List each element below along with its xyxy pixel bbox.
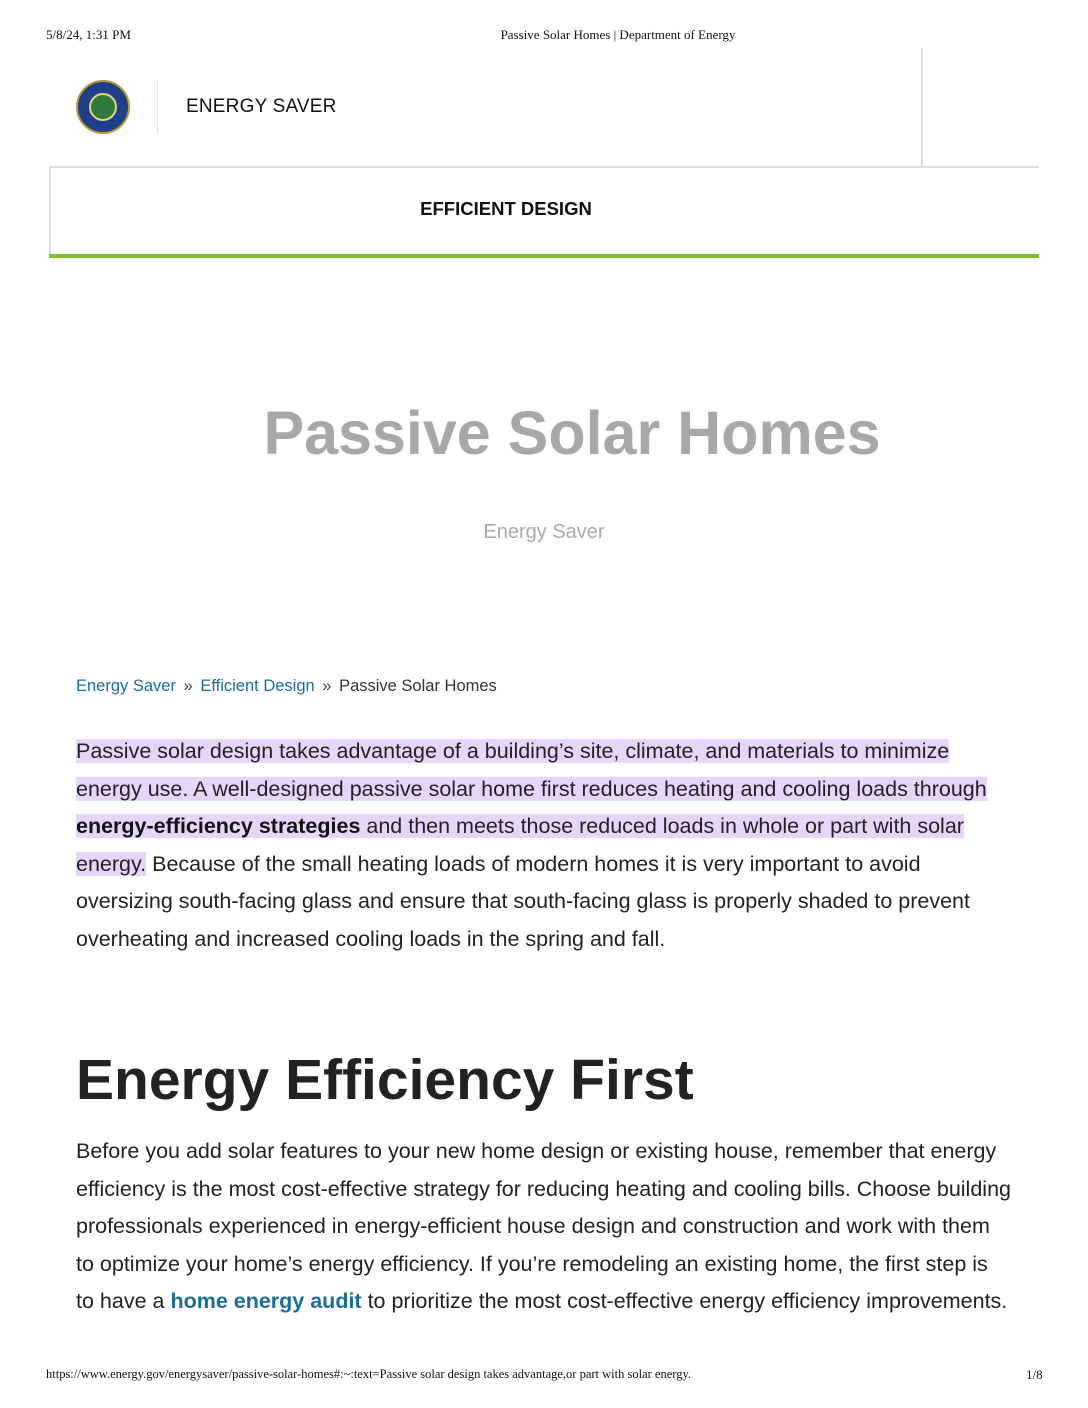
header-divider: [157, 80, 158, 134]
doe-seal-icon[interactable]: [76, 80, 130, 134]
breadcrumb-link-efficient-design[interactable]: Efficient Design: [200, 677, 315, 695]
breadcrumb-separator: »: [322, 677, 332, 695]
header-vertical-divider: [921, 48, 923, 166]
section-text-after: to prioritize the most cost-effective energy efficiency improvements.: [361, 1289, 1008, 1313]
print-page-title: Passive Solar Homes | Department of Energy: [500, 27, 736, 42]
section-nav-accent-bar: [49, 254, 1039, 258]
breadcrumb: [76, 677, 497, 696]
intro-highlight-text-1: Passive solar design takes advantage of a building’s site, climate, and materials to minimize energy use. A well-designed passive solar home first reduces heating and cooling loads through: [76, 739, 987, 801]
intro-paragraph: [76, 733, 1011, 958]
home-energy-audit-link[interactable]: home energy audit: [170, 1289, 362, 1313]
section-heading: Energy Efficiency First: [76, 1048, 694, 1112]
print-page-number: 1/8: [1026, 1367, 1043, 1382]
section-paragraph: [76, 1133, 1011, 1321]
breadcrumb-link-energy-saver[interactable]: Energy Saver: [76, 677, 176, 695]
print-date: 5/8/24, 1:31 PM: [46, 27, 131, 42]
section-text-before: Before you add solar features to your new home design or existing house, remember that energy efficiency is the most cost-effective strategy for reducing heating and cooling bills. Choose building professionals experienced in energy-efficient house design and construction and work with them to optimize your home’s energy efficiency. If you’re remodeling an existing home, the first step is to have a: [76, 1139, 1011, 1313]
site-brand-link[interactable]: ENERGY SAVER: [186, 96, 337, 117]
section-nav-label[interactable]: EFFICIENT DESIGN: [420, 198, 592, 219]
article-body: [76, 733, 1011, 1313]
breadcrumb-separator: »: [183, 677, 193, 695]
page-title: Passive Solar Homes: [263, 399, 881, 467]
page-subtitle: Energy Saver: [483, 521, 605, 543]
intro-rest-text: Because of the small heating loads of modern homes it is very important to avoid oversizing south-facing glass and ensure that south-facing glass is properly shaded to prevent overheating and increased cooling loads in the spring and fall.: [76, 851, 970, 951]
breadcrumb-current: Passive Solar Homes: [339, 677, 497, 695]
intro-highlight-text-2: and then meets those reduced loads in whole or part with solar energy.: [76, 814, 964, 876]
intro-bold-phrase: energy-efficiency strategies: [76, 814, 361, 838]
print-url: https://www.energy.gov/energysaver/passive-solar-homes#:~:text=Passive solar design takes advantage,or part with solar energy.: [46, 1367, 692, 1381]
